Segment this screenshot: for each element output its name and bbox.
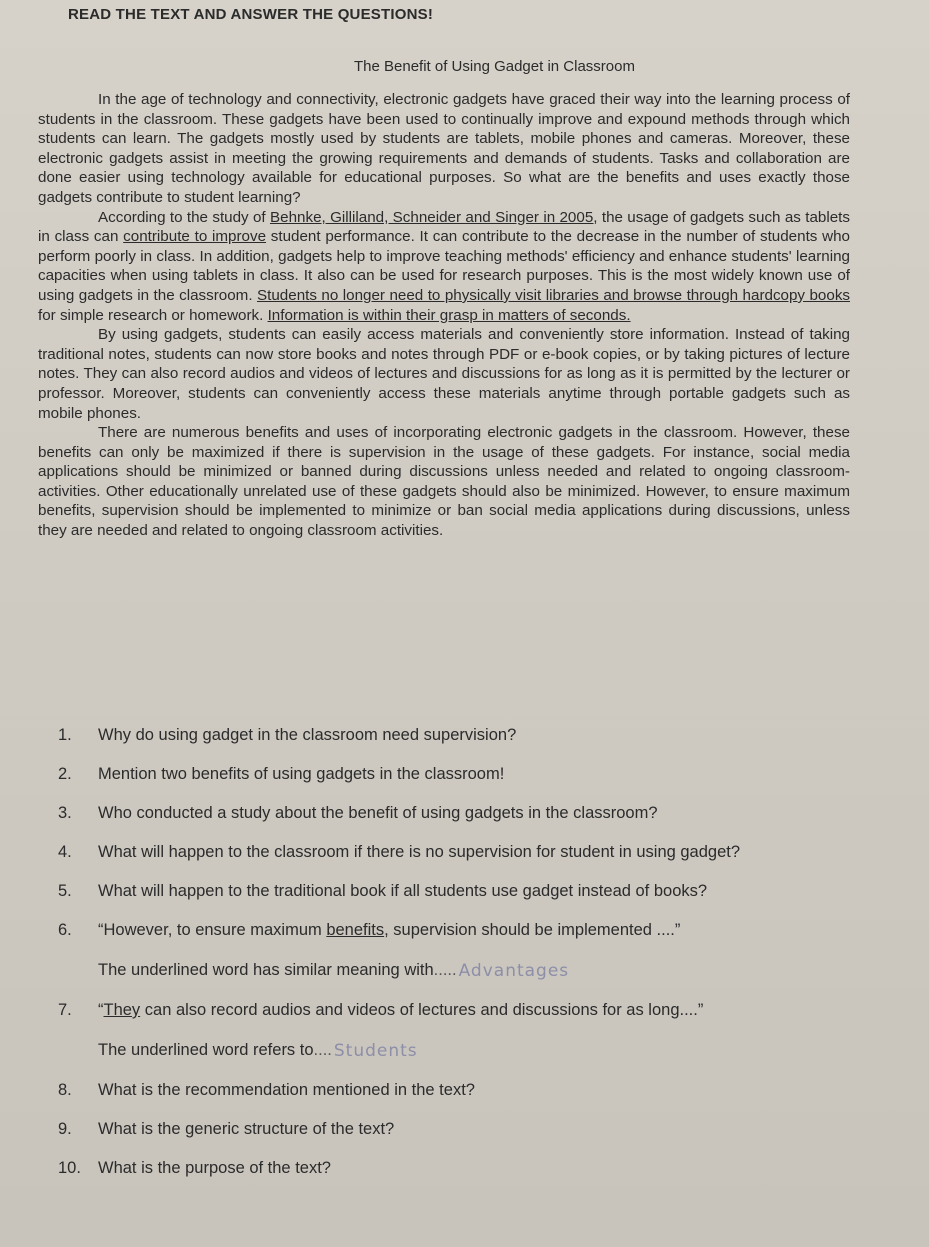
question-text: What is the generic structure of the text? — [98, 1120, 395, 1138]
question-number: 7. — [58, 1001, 72, 1019]
question-subline — [58, 950, 858, 991]
instruction-heading: READ THE TEXT AND ANSWER THE QUESTIONS! — [68, 6, 434, 23]
list-item — [58, 716, 858, 755]
list-item — [58, 1149, 858, 1188]
list-item — [58, 872, 858, 911]
question-number: 6. — [58, 921, 72, 939]
question-number: 1. — [58, 726, 72, 744]
question-number: 8. — [58, 1081, 72, 1099]
question-text: What is the purpose of the text? — [98, 1159, 331, 1177]
list-item — [58, 833, 858, 872]
question-subline — [58, 1030, 858, 1071]
question-text-part: can also record audios and videos of lectures and discussions for as long....” — [140, 1001, 704, 1019]
underlined-word: They — [103, 1001, 141, 1019]
question-text — [98, 921, 680, 940]
list-item — [58, 1110, 858, 1149]
paragraph-2-text: student performance. It can contribute to the decrease in the number of students who perform poorly in class. In addition, gadgets help to improve teaching methods' efficiency and enhance students' learning capacities when using tablets in class. It also can be used for research purposes. This is the most widely known use of using gadgets in the classroom. — [38, 228, 850, 304]
list-item — [58, 794, 858, 833]
underlined-phrase: Students no longer need to physically visit libraries and browse through hardcopy books — [257, 286, 851, 304]
question-text-part: “However, to ensure maximum — [98, 921, 327, 939]
list-item — [58, 911, 858, 991]
question-number: 4. — [58, 843, 72, 861]
paragraph-2-text: According to the study of — [98, 208, 270, 226]
underlined-phrase: Information is within their grasp in matters of seconds. — [267, 306, 631, 324]
reading-text — [38, 90, 850, 541]
question-number: 3. — [58, 804, 72, 822]
question-subtext: The underlined word has similar meaning with — [98, 961, 434, 979]
paragraph-3: By using gadgets, students can easily access materials and conveniently store information. Instead of taking traditional notes, students can now store books and notes through PDF or e-book copies, or by taking pictures of lecture notes. They can also record audios and videos of lectures and discussions for as long as it is permitted by the lecturer or professor. Moreover, students can conveniently access these materials anytime through portable gadgets such as mobile phones. — [38, 326, 850, 422]
paragraph-2-text: for simple research or homework. — [38, 306, 268, 324]
paragraph-2 — [38, 208, 850, 326]
handwritten-answer: Advantages — [458, 960, 570, 981]
list-item — [58, 1071, 858, 1110]
paragraph-2-text: the usage of gadgets such as tablets in class can — [38, 208, 850, 246]
underlined-phrase: contribute to improve — [123, 228, 267, 246]
question-text: What is the recommendation mentioned in the text? — [98, 1081, 475, 1099]
question-number: 9. — [58, 1120, 72, 1138]
question-subtext: The underlined word refers to — [98, 1041, 314, 1059]
question-number: 10. — [58, 1159, 81, 1177]
answer-blank: ..... — [433, 961, 457, 979]
question-number: 5. — [58, 882, 72, 900]
underlined-authors: Behnke, Gilliland, Schneider and Singer in 2005, — [270, 208, 598, 226]
question-list — [58, 716, 858, 1188]
question-text — [98, 1001, 703, 1020]
question-text-part: , supervision should be implemented ....” — [384, 921, 681, 939]
list-item — [58, 991, 858, 1071]
question-text: Who conducted a study about the benefit of using gadgets in the classroom? — [98, 804, 658, 822]
question-text-part: “ — [98, 1001, 104, 1019]
handwritten-answer: Students — [333, 1040, 418, 1061]
paragraph-4: There are numerous benefits and uses of incorporating electronic gadgets in the classroom. However, these benefits can only be maximized if there is supervision in the usage of these gadgets. For instance, social media applications should be minimized or banned during discussions unless needed and related to ongoing classroom-activities. Other educationally unrelated use of these gadgets should also be minimized. However, to ensure maximum benefits, supervision should be implemented to minimize or ban social media applications during discussions, unless they are needed and related to ongoing classroom activities. — [38, 424, 850, 540]
question-text: What will happen to the classroom if there is no supervision for student in using gadget? — [98, 843, 741, 861]
paragraph-1: In the age of technology and connectivity, electronic gadgets have graced their way into the learning process of students in the classroom. These gadgets have been used to continually improve and expound methods through which students can learn. The gadgets mostly used by students are tablets, mobile phones and cameras. Moreover, these electronic gadgets assist in meeting the growing requirements and demands of students. Tasks and collaboration are done easier using technology available for educational purposes. So what are the benefits and uses exactly those gadgets contribute to student learning? — [38, 91, 850, 206]
answer-blank: .... — [313, 1041, 332, 1059]
question-text: Why do using gadget in the classroom need supervision? — [98, 726, 517, 744]
text-title: The Benefit of Using Gadget in Classroom — [354, 58, 635, 75]
list-item — [58, 755, 858, 794]
question-text: What will happen to the traditional book if all students use gadget instead of books? — [98, 882, 708, 900]
question-number: 2. — [58, 765, 72, 783]
question-text: Mention two benefits of using gadgets in the classroom! — [98, 765, 505, 783]
underlined-word: benefits — [326, 921, 385, 939]
